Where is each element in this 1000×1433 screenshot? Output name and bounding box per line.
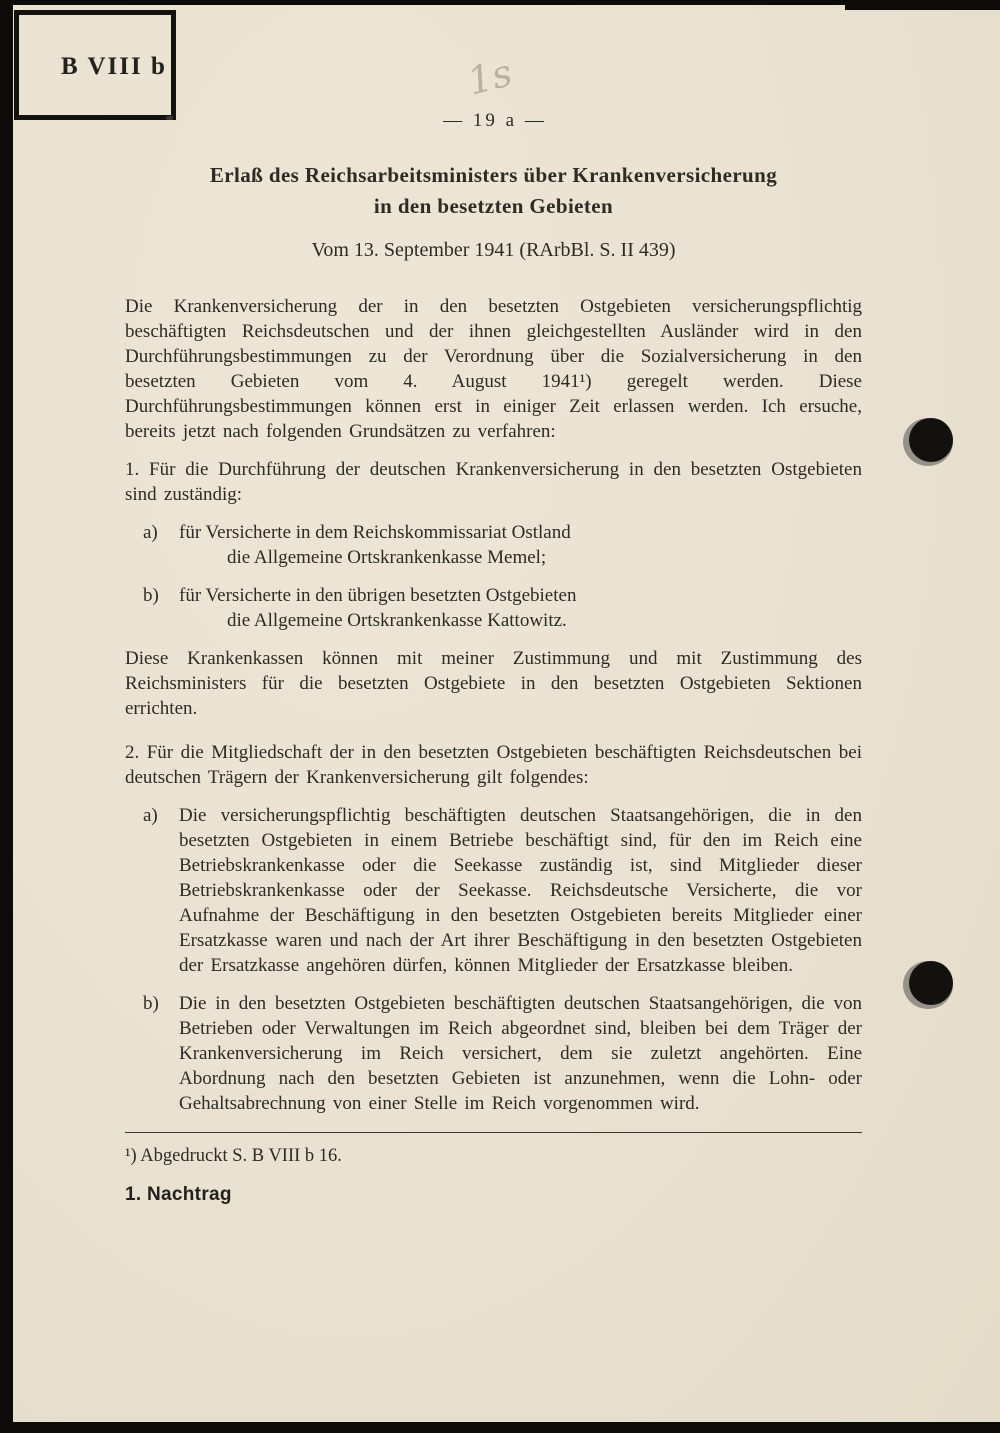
- scan-edge-bottom: [0, 1422, 1000, 1433]
- supplement-label: 1. Nachtrag: [125, 1184, 232, 1205]
- section2-lead: 2. Für die Mitgliedschaft der in den besetzten Ostgebieten beschäftigten Reichsdeutschen bei deutschen Trägern der Krankenversicherung gilt folgendes:: [125, 742, 862, 788]
- hole-punch-bottom-inner: [909, 961, 953, 1005]
- list-marker: a): [143, 805, 158, 826]
- section1-closing: Diese Krankenkassen können mit meiner Zustimmung und mit Zustimmung des Reichsministers für die besetzten Ostgebiete in den besetzten Ostgebieten Sektionen errichten.: [125, 648, 862, 719]
- document-title-line2: in den besetzten Gebieten: [373, 194, 614, 218]
- hole-punch-bottom: [903, 961, 953, 1009]
- footnote-divider: [125, 1132, 862, 1133]
- classification-box: [14, 10, 176, 120]
- scan-edge-left: [0, 0, 13, 1433]
- page-number: — 19 a —: [443, 110, 547, 131]
- document-date-line: Vom 13. September 1941 (RArbBl. S. II 439): [311, 239, 676, 261]
- list-item: [143, 520, 862, 570]
- document-body: [125, 294, 862, 1206]
- list-item: [143, 803, 862, 978]
- classification-label: B VIII b: [61, 53, 167, 80]
- list-item-line1: für Versicherte in den übrigen besetzten Ostgebieten: [179, 585, 577, 606]
- intro-paragraph: Die Krankenversicherung der in den besetzten Ostgebieten versicherungspflichtig beschäftigten Reichsdeutschen und der ihnen gleichgestellten Ausländer wird in den Durchführungsbestimmungen zu der Verordnung über die Sozialversicherung in den besetzten Gebieten vom 4. August 1941¹) geregelt werden. Diese Durchführungsbestimmungen können erst in einiger Zeit erlassen werden. Ich ersuche, bereits jetzt nach folgenden Grundsätzen zu verfahren:: [125, 296, 862, 442]
- list-item: [143, 583, 862, 633]
- list-item-lines: [179, 520, 571, 570]
- list-item: [143, 991, 862, 1116]
- list-item-line2: die Allgemeine Ortskrankenkasse Memel;: [227, 547, 547, 568]
- list-marker: b): [143, 993, 159, 1014]
- scan-edge-top-right: [845, 0, 1000, 10]
- footnote-text: ¹) Abgedruckt S. B VIII b 16.: [125, 1146, 342, 1166]
- list-marker: a): [143, 522, 158, 543]
- document-title-line1: Erlaß des Reichsarbeitsministers über Krankenversicherung: [209, 163, 778, 187]
- section1-lead: 1. Für die Durchführung der deutschen Krankenversicherung in den besetzten Ostgebieten sind zuständig:: [125, 459, 862, 505]
- hole-punch-top: [903, 418, 953, 466]
- text-column: [125, 160, 862, 1206]
- hole-punch-top-inner: [909, 418, 953, 462]
- pencil-annotation: 1s: [463, 50, 517, 104]
- list-marker: b): [143, 585, 159, 606]
- list-item-lines: [179, 583, 576, 633]
- list-item-text: Die versicherungspflichtig beschäftigten deutschen Staatsangehörigen, die in den besetzten Ostgebieten in einem Betriebe beschäftigt sind, für den im Reich eine Betriebskrankenkasse oder die Seekasse zuständig ist, sind Mitglieder dieser Betriebskrankenkasse oder der Seekasse. Reichsdeutsche Versicherte, die vor Aufnahme der Beschäftigung in den besetzten Ostgebieten bereits Mitglieder einer Ersatzkasse waren und nach der Art ihrer Beschäftigung in den besetzten Ostgebieten der Ersatzkasse angehören dürfen, können Mitglieder der Ersatzkasse bleiben.: [179, 805, 862, 976]
- list-item-line1: für Versicherte in dem Reichskommissariat Ostland: [179, 522, 571, 543]
- list-item-line2: die Allgemeine Ortskrankenkasse Kattowitz.: [227, 610, 567, 631]
- list-item-text: Die in den besetzten Ostgebieten beschäftigten deutschen Staatsangehörigen, die von Betrieben oder Verwaltungen im Reich abgeordnet sind, bleiben bei dem Träger der Krankenversicherung im Reich versichert, dem sie zuletzt angehörten. Eine Abordnung nach den besetzten Gebieten ist anzunehmen, wenn die Lohn- oder Gehaltsabrechnung von einer Stelle im Reich vorgenommen wird.: [179, 993, 862, 1114]
